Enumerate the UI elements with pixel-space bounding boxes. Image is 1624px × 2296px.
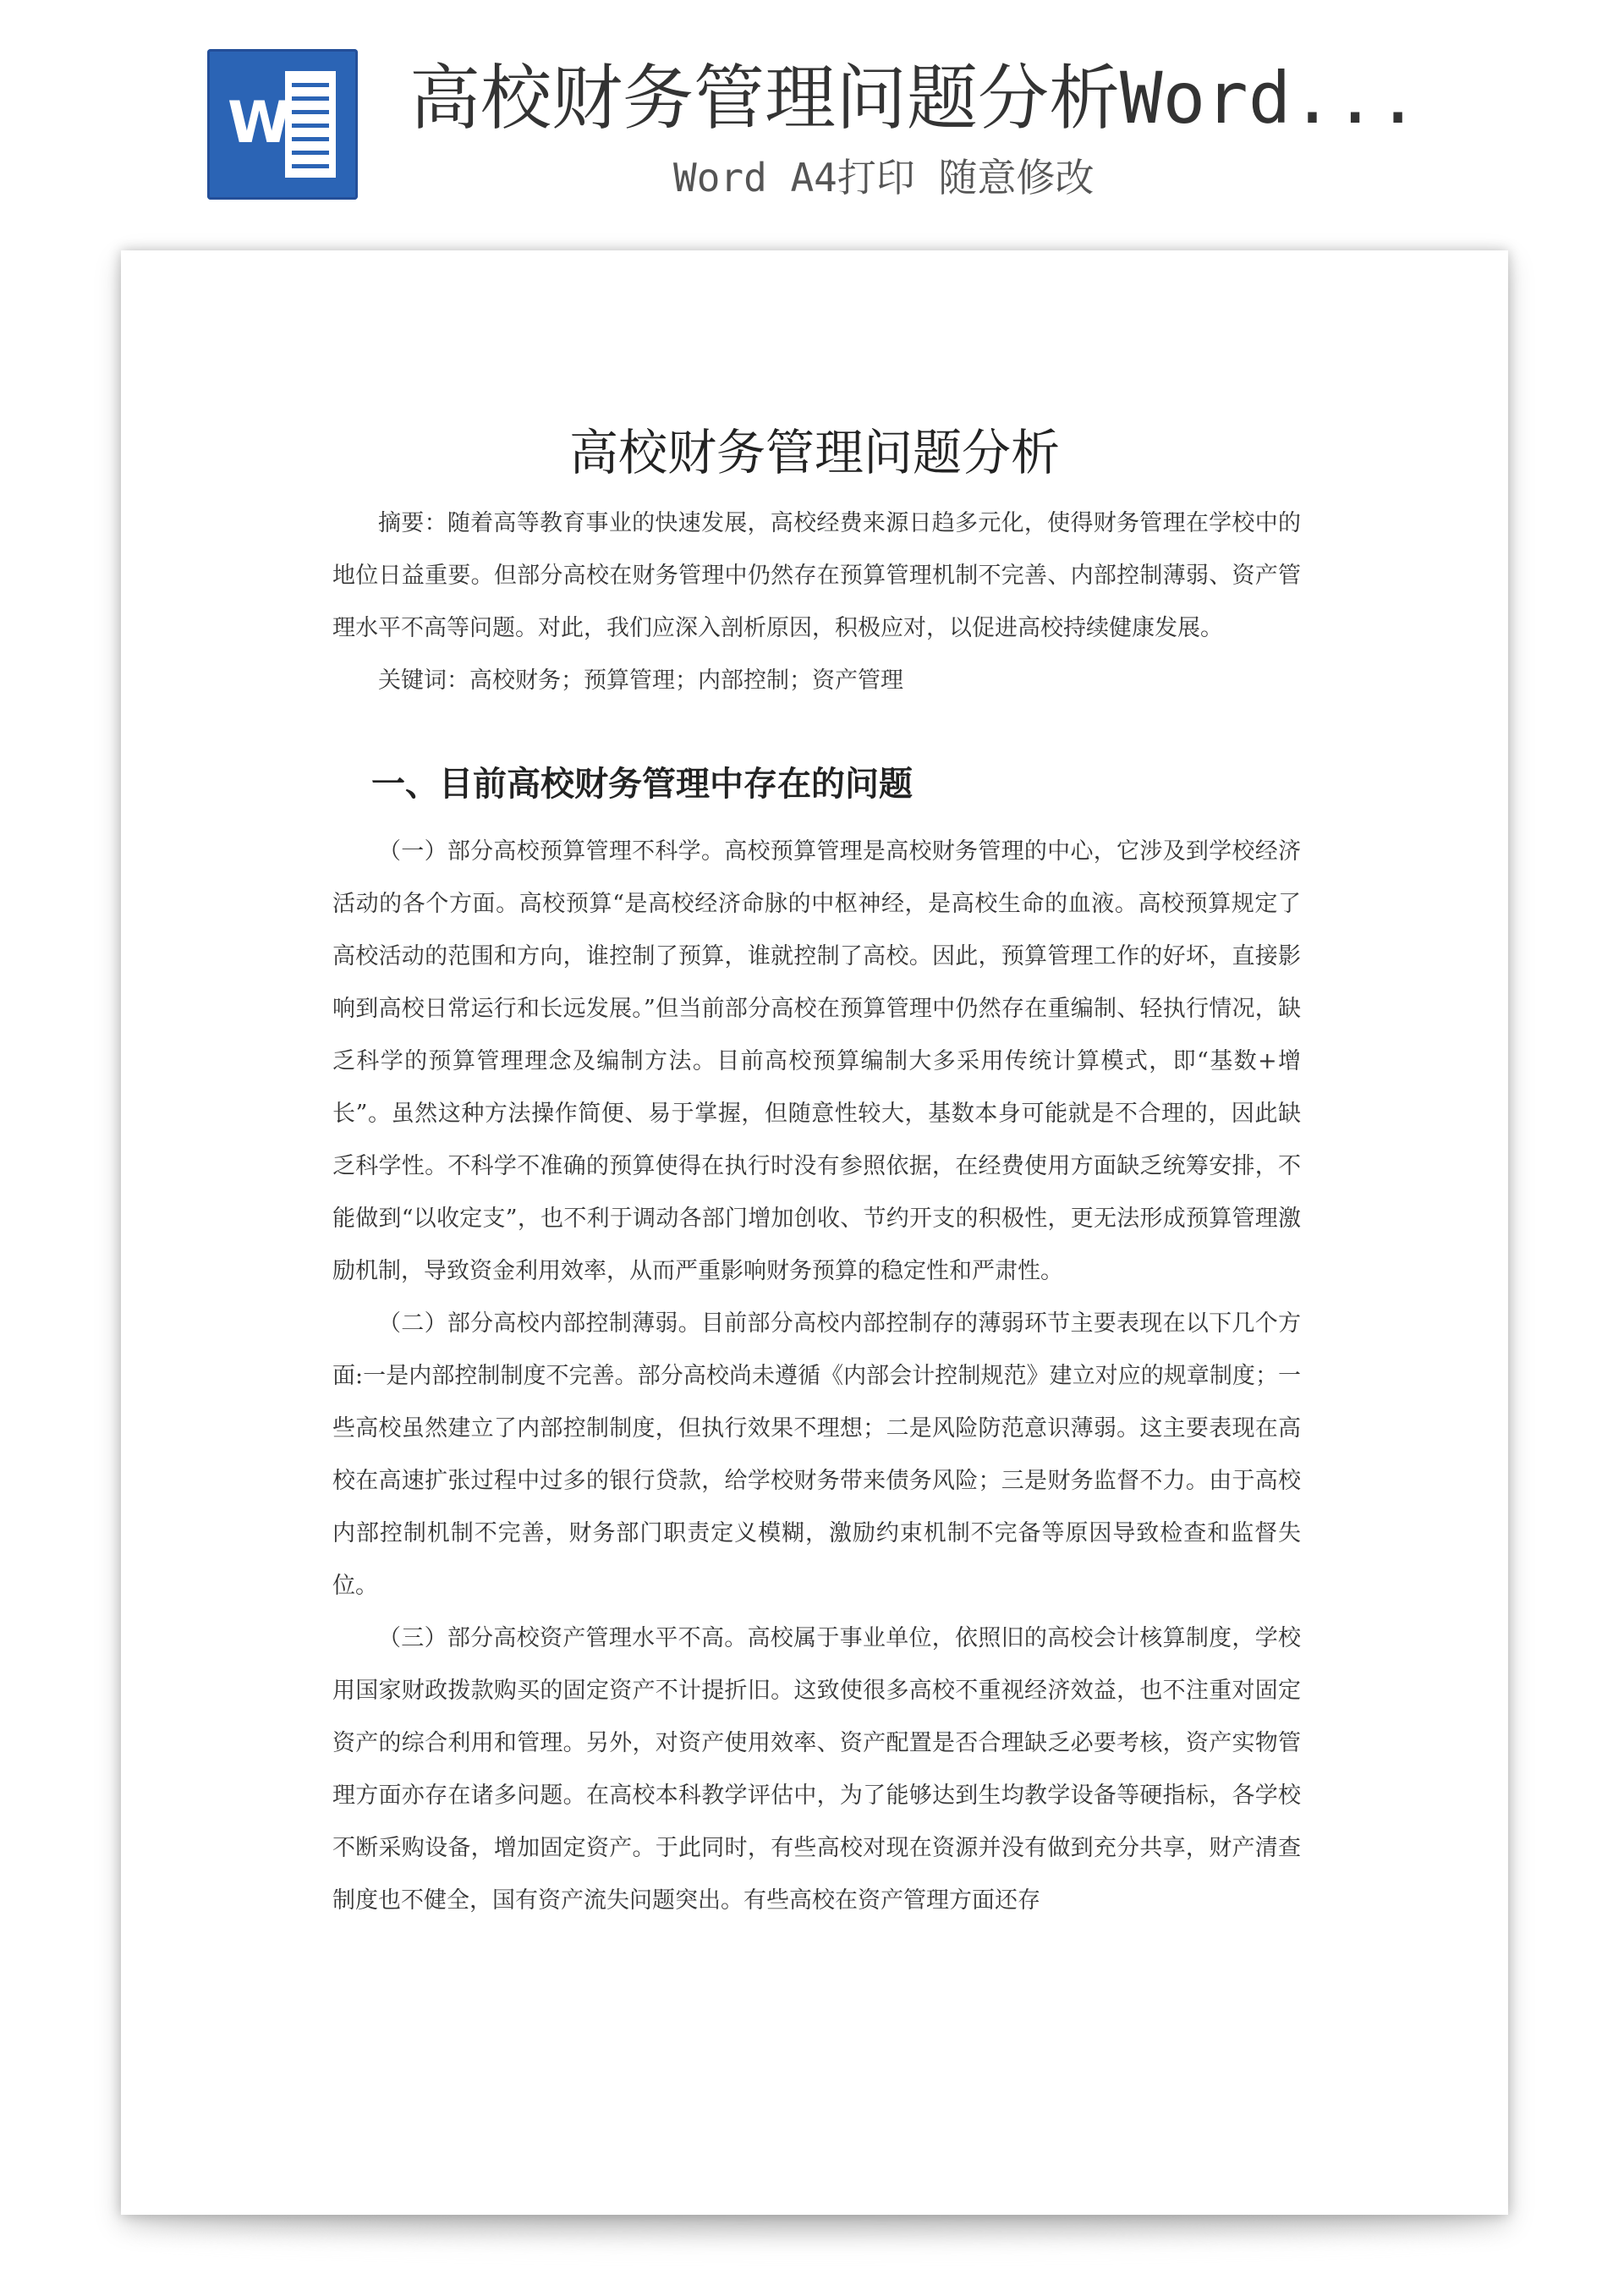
keywords-paragraph: 关键词：高校财务；预算管理；内部控制；资产管理 (378, 667, 903, 694)
document-title: 高校财务管理问题分析 (568, 424, 1060, 481)
file-subtitle: Word A4打印 随意修改 (673, 155, 1095, 200)
preview-header (0, 0, 1624, 237)
body-paragraph-budget: （一）部分高校预算管理不科学。高校预算管理是高校财务管理的中心，它涉及到学校经济活动的各个方面。高校预算“是高校经济命脉的中枢神经，是高校生命的血液。高校预算规定了高校活动的范围和方向，谁控制了预算，谁就控制了高校。因此，预算管理工作的好坏，直接影响到高校日常运行和长远发展。”但当前部分高校在预算管理中仍然存在重编制、轻执行情况，缺乏科学的预算管理理念及编制方法。目前高校预算编制大多采用传统计算模式，即“基数+增长”。虽然这种方法操作简便、易于掌握，但随意性较大，基数本身可能就是不合理的，因此缺乏科学性。不科学不准确的预算使得在执行时没有参照依据，在经费使用方面缺乏统筹安排，不能做到“以收定支”，也不利于调动各部门增加创收、节约开支的积极性，更无法形成预算管理激励机制，导致资金利用效率，从而严重影响财务预算的稳定性和严肃性。 (332, 838, 1301, 1284)
word-icon-letter: W (228, 90, 292, 157)
abstract-block (332, 497, 1301, 707)
section-heading: 一、目前高校财务管理中存在的问题 (371, 765, 913, 804)
section-body (332, 826, 1301, 1927)
body-paragraph-asset-management: （三）部分高校资产管理水平不高。高校属于事业单位，依照旧的高校会计核算制度，学校用国家财政拨款购买的固定资产不计提折旧。这致使很多高校不重视经济效益，也不注重对固定资产的综合利用和管理。另外，对资产使用效率、资产配置是否合理缺乏必要考核，资产实物管理方面亦存在诸多问题。在高校本科教学评估中，为了能够达到生均教学设备等硬指标，各学校不断采购设备，增加固定资产。于此同时，有些高校对现在资源并没有做到充分共享，财产清查制度也不健全，国有资产流失问题突出。有些高校在资产管理方面还存 (332, 1625, 1301, 1914)
abstract-paragraph: 摘要：随着高等教育事业的快速发展，高校经费来源日趋多元化，使得财务管理在学校中的地位日益重要。但部分高校在财务管理中仍然存在预算管理机制不完善、内部控制薄弱、资产管理水平不高等问题。对此，我们应深入剖析原因，积极应对，以促进高校持续健康发展。 (332, 510, 1301, 641)
word-document-icon (207, 49, 358, 200)
document-page (121, 250, 1508, 2215)
file-title: 高校财务管理问题分析Word... (409, 57, 1420, 140)
body-paragraph-internal-control: （二）部分高校内部控制薄弱。目前部分高校内部控制存的薄弱环节主要表现在以下几个方面:一是内部控制制度不完善。部分高校尚未遵循《内部会计控制规范》建立对应的规章制度；一些高校虽然建立了内部控制制度，但执行效果不理想；二是风险防范意识薄弱。这主要表现在高校在高速扩张过程中过多的银行贷款，给学校财务带来债务风险；三是财务监督不力。由于高校内部控制机制不完善，财务部门职责定义模糊，激励约束机制不完备等原因导致检查和监督失位。 (332, 1310, 1301, 1599)
document-sheet-graphic (285, 71, 336, 178)
